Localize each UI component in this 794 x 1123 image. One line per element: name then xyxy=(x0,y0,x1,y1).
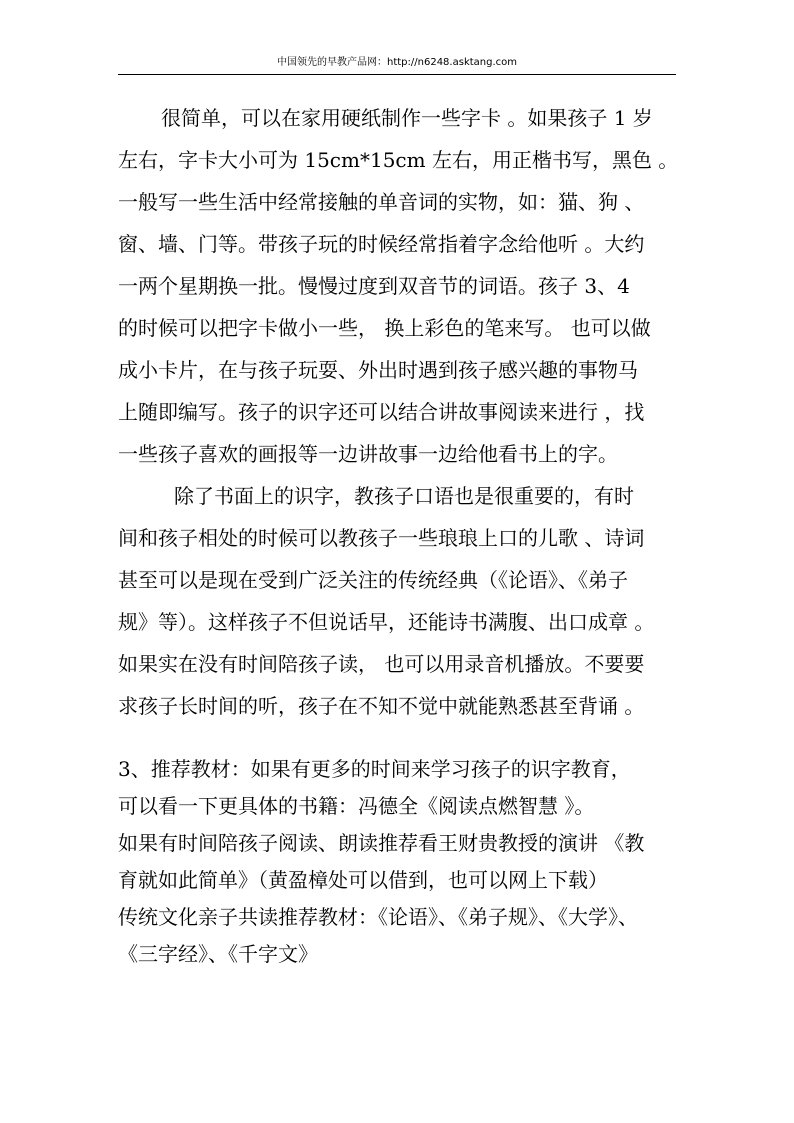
text-line: 一般写一些生活中经常接触的单音词的实物，如：猫、狗 、 xyxy=(118,190,645,214)
text-line: 间和孩子相处的时候可以教孩子一些琅琅上口的儿歌 、诗词 xyxy=(118,526,645,550)
text-line: 规》等）。这样孩子不但说话早，还能诗书满腹、出口成章 。 xyxy=(118,610,655,634)
paragraph-1 xyxy=(118,97,678,475)
paragraph-3 xyxy=(118,751,678,973)
text-line: 可以看一下更具体的书籍：冯德全《阅读点燃智慧 》。 xyxy=(118,794,595,818)
page-header xyxy=(118,56,676,75)
text-line: 很简单，可以在家用硬纸制作一些字卡 。如果孩子 1 岁 xyxy=(161,106,653,130)
text-line: 一些孩子喜欢的画报等一边讲故事一边给他看书上的字。 xyxy=(118,442,618,466)
text-line: 如果实在没有时间陪孩子读， 也可以用录音机播放。不要要 xyxy=(118,652,645,676)
paragraph-2 xyxy=(118,475,678,727)
document-body xyxy=(118,97,678,973)
text-line: 如果有时间陪孩子阅读、朗读推荐看王财贵教授的演讲 《教 xyxy=(118,831,645,855)
text-line: 3、推荐教材：如果有更多的时间来学习孩子的识字教育， xyxy=(118,757,631,781)
text-line: 《三字经》、《千字文》 xyxy=(118,942,318,966)
text-line: 一两个星期换一批。慢慢过度到双音节的词语。孩子 3、4 xyxy=(118,274,630,298)
text-line: 除了书面上的识字，教孩子口语也是很重要的，有时 xyxy=(174,484,634,508)
paragraph-gap xyxy=(118,727,678,751)
text-line: 左右，字卡大小可为 15cm*15cm 左右，用正楷书写，黑色 。 xyxy=(118,148,678,172)
header-text: 中国领先的早教产品网：http://n6248.asktang.com xyxy=(277,57,517,68)
text-line: 求孩子长时间的听，孩子在不知不觉中就能熟悉甚至背诵 。 xyxy=(118,694,645,718)
text-line: 传统文化亲子共读推荐教材：《论语》、《弟子规》、《大学》、 xyxy=(118,905,638,929)
text-line: 甚至可以是现在受到广泛关注的传统经典（《论语》、《弟子 xyxy=(118,568,628,592)
text-line: 育就如此简单》（黄盈樟处可以借到，也可以网上下载） xyxy=(118,868,608,892)
text-line: 上随即编写。孩子的识字还可以结合讲故事阅读来进行 ，找 xyxy=(118,400,645,424)
text-line: 窗、墙、门等。带孩子玩的时候经常指着字念给他听 。大约 xyxy=(118,232,645,256)
text-line: 的时候可以把字卡做小一些， 换上彩色的笔来写。 也可以做 xyxy=(118,316,651,340)
text-line: 成小卡片，在与孩子玩耍、外出时遇到孩子感兴趣的事物马 xyxy=(118,358,638,382)
